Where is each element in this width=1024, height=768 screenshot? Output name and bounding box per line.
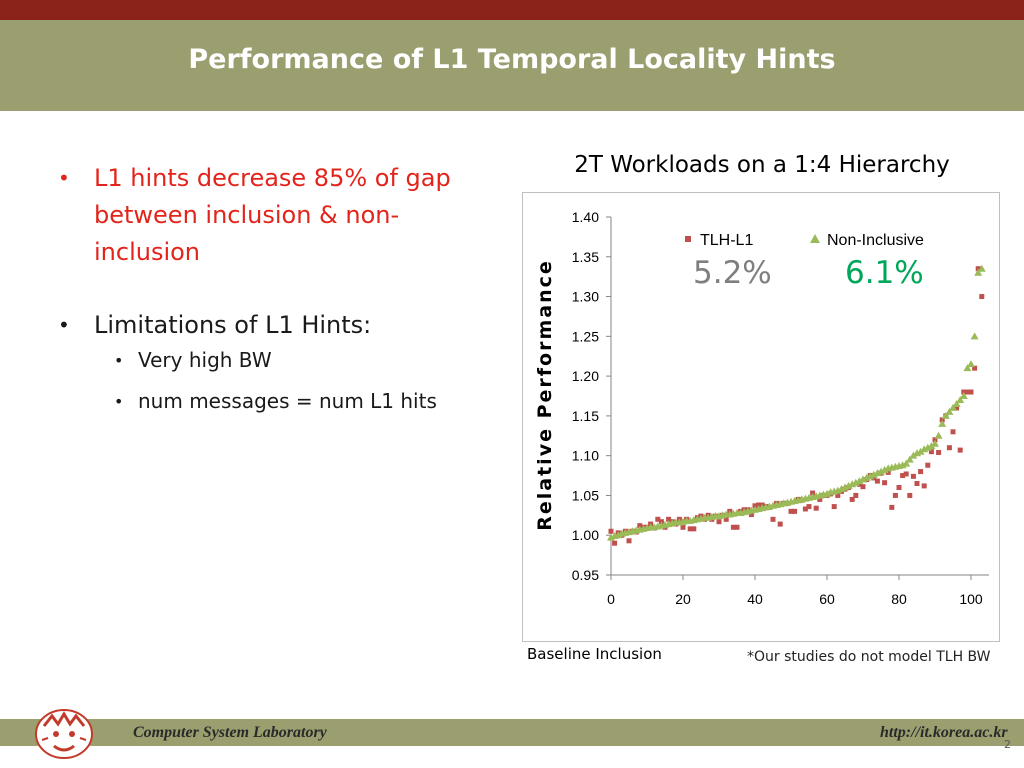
bullet-limitations: [58, 307, 473, 344]
data-point: [735, 525, 740, 530]
data-point: [853, 493, 858, 498]
data-point: [951, 429, 956, 434]
data-point: [922, 483, 927, 488]
bullet-dot: •: [114, 351, 124, 370]
chart-title: 2T Workloads on a 1:4 Hierarchy: [574, 152, 950, 178]
footer-url[interactable]: http://it.korea.ac.kr: [880, 724, 1008, 741]
data-point: [691, 526, 696, 531]
data-point: [967, 360, 975, 367]
data-point: [971, 332, 979, 339]
sub-bullet-text: Very high BW: [138, 348, 272, 372]
x-tick-label: 20: [675, 591, 691, 607]
data-point: [717, 519, 722, 524]
bullet-dot: •: [58, 313, 70, 337]
y-tick-label: 1.05: [571, 487, 599, 504]
page-number: 2: [1004, 738, 1011, 751]
bullet-dot: •: [114, 392, 124, 411]
y-tick-label: 1.40: [571, 209, 599, 225]
bullet-text: Limitations of L1 Hints:: [94, 311, 372, 339]
x-axis-label: Baseline Inclusion: [527, 645, 662, 663]
data-point: [911, 474, 916, 479]
footnote: *Our studies do not model TLH BW: [747, 649, 991, 665]
data-point: [627, 538, 632, 543]
legend-marker: [810, 234, 820, 243]
data-point: [792, 509, 797, 514]
data-point: [771, 517, 776, 522]
data-point: [814, 506, 819, 511]
y-axis-label: Relative Performance: [534, 259, 556, 531]
legend-label: Non-Inclusive: [827, 232, 924, 249]
top-accent-strip: [0, 0, 1024, 20]
data-point: [915, 481, 920, 486]
bullet-text: L1 hints decrease 85% of gap between inclusion & non-inclusion: [94, 164, 451, 266]
data-point: [861, 484, 866, 489]
data-point: [969, 390, 974, 395]
legend-label: TLH-L1: [700, 232, 754, 249]
data-point: [925, 463, 930, 468]
annotation-tlh-l1: 5.2%: [693, 255, 772, 291]
y-tick-label: 1.00: [571, 527, 599, 544]
data-point: [904, 471, 909, 476]
data-point: [918, 469, 923, 474]
x-tick-label: 80: [891, 591, 907, 607]
data-point: [907, 493, 912, 498]
data-point: [893, 493, 898, 498]
data-point: [807, 504, 812, 509]
bullet-list: [58, 160, 473, 418]
data-point: [612, 541, 617, 546]
data-point: [979, 294, 984, 299]
data-point: [875, 479, 880, 484]
y-tick-label: 1.20: [571, 368, 599, 385]
data-point: [936, 450, 941, 455]
data-point: [832, 504, 837, 509]
data-point: [609, 529, 614, 534]
legend-marker: [685, 236, 691, 242]
slide-title: Performance of L1 Temporal Locality Hints: [188, 44, 836, 75]
y-tick-label: 0.95: [571, 567, 599, 583]
x-tick-label: 60: [819, 591, 835, 607]
x-tick-label: 100: [959, 591, 983, 607]
data-point: [889, 505, 894, 510]
tiger-logo-icon: [28, 704, 100, 764]
data-point: [882, 480, 887, 485]
y-tick-label: 1.25: [571, 328, 599, 345]
data-point: [947, 445, 952, 450]
data-point: [931, 440, 939, 447]
data-point: [958, 448, 963, 453]
data-point: [938, 420, 946, 427]
data-point: [935, 432, 943, 439]
data-point: [897, 485, 902, 490]
sub-bullet-messages: [114, 385, 473, 418]
sub-bullet-text: num messages = num L1 hits: [138, 389, 437, 413]
y-tick-label: 1.35: [571, 248, 599, 265]
bullet-hints-decrease: [58, 160, 473, 271]
data-point: [778, 522, 783, 527]
x-tick-label: 0: [607, 591, 615, 607]
annotation-non-inclusive: 6.1%: [845, 255, 924, 291]
bullet-dot: •: [58, 166, 70, 190]
sub-bullet-bw: [114, 344, 473, 377]
data-point: [681, 525, 686, 530]
y-tick-label: 1.15: [571, 407, 599, 424]
x-tick-label: 40: [747, 591, 763, 607]
footer-lab-name: Computer System Laboratory: [133, 724, 327, 741]
y-tick-label: 1.10: [571, 447, 599, 464]
title-bar: [0, 20, 1024, 111]
y-tick-label: 1.30: [571, 288, 599, 305]
